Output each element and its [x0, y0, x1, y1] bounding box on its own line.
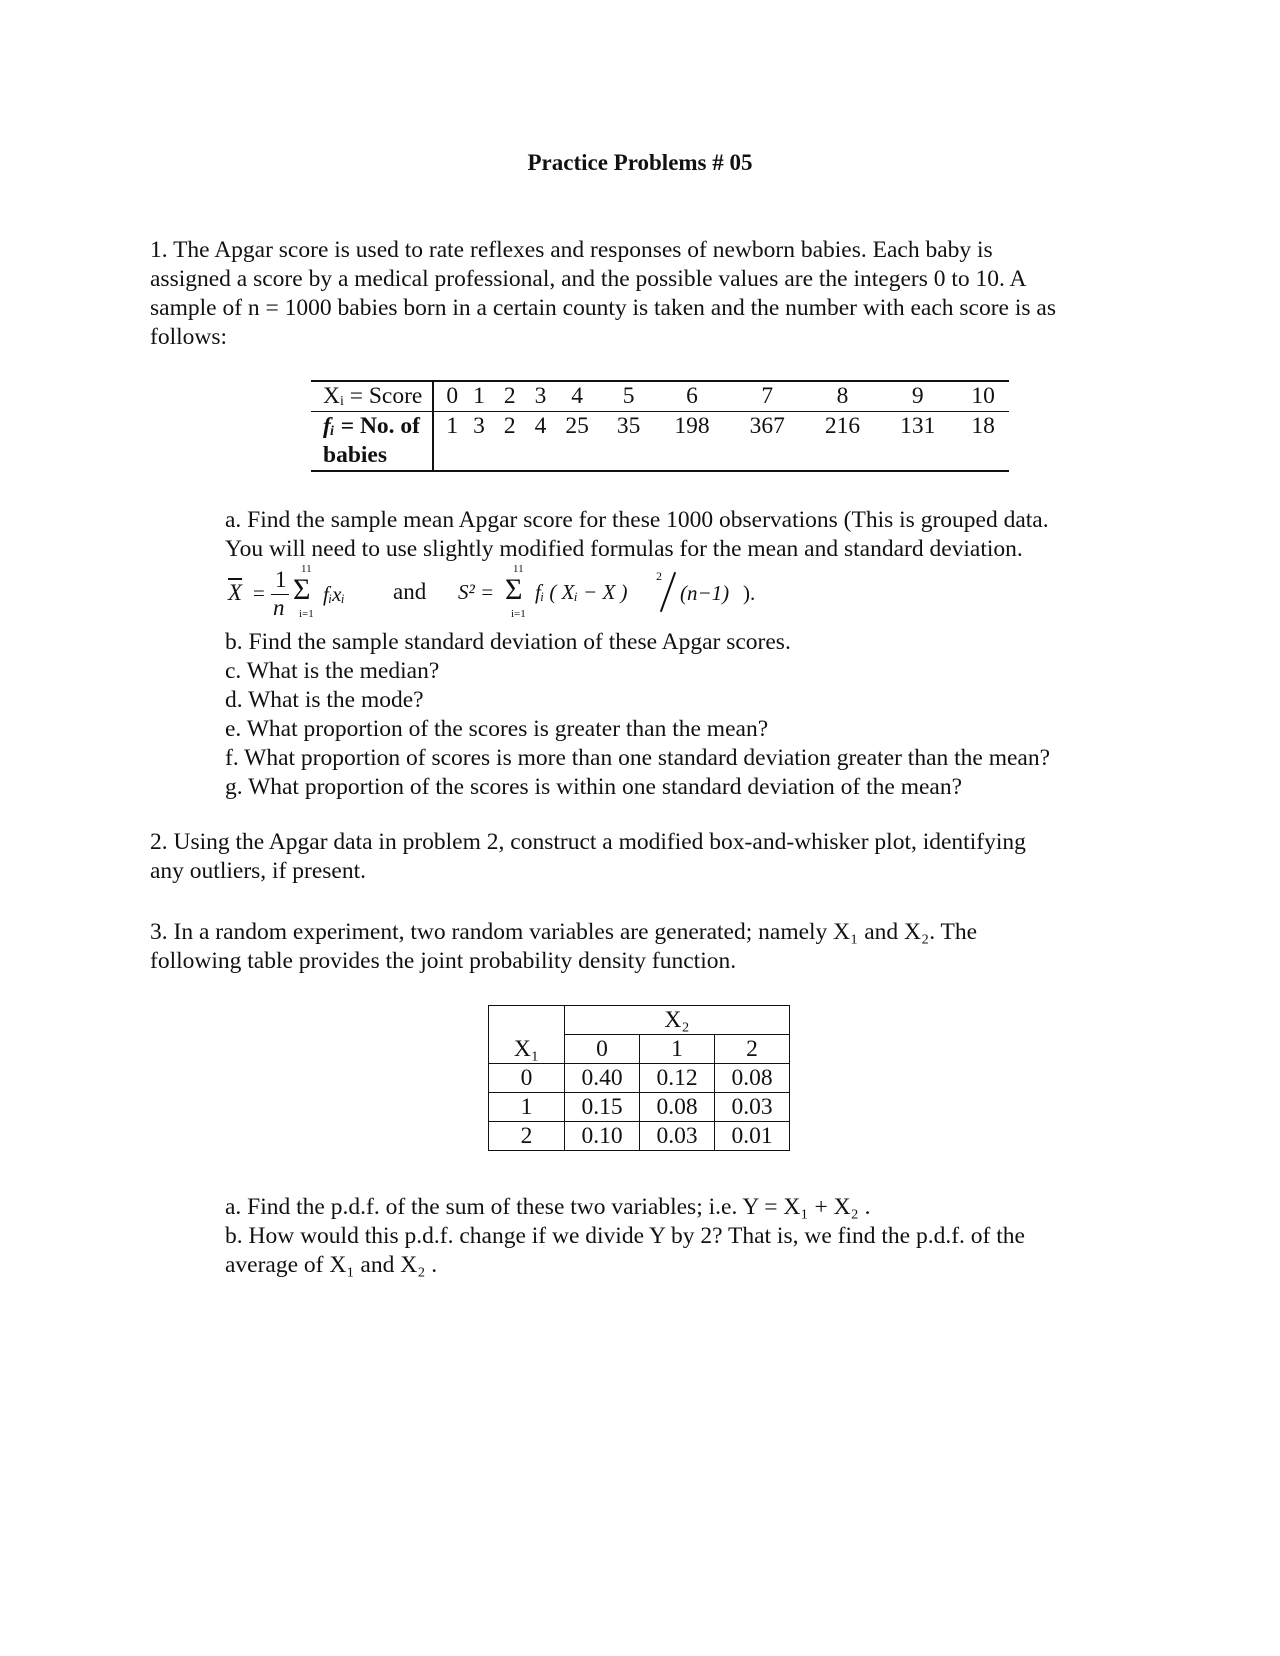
- table-cell: 1: [463, 381, 490, 412]
- count-row-label: [311, 412, 433, 472]
- table-cell: 0.03: [715, 1093, 790, 1122]
- table-cell: 367: [749, 413, 785, 439]
- table-row: [489, 1035, 790, 1064]
- table-cell: 6: [654, 381, 729, 412]
- table-cell: 0.10: [565, 1122, 640, 1151]
- equals-sign: =: [253, 581, 265, 605]
- text-line: a. Find the sample mean Apgar score for these 1000 observations (This is grouped data.: [225, 507, 1049, 533]
- table-cell: 0.03: [640, 1122, 715, 1151]
- table-cell: 0.01: [715, 1122, 790, 1151]
- table-cell: 9: [880, 381, 955, 412]
- table-cell: 2: [490, 381, 521, 412]
- text-line: 2. Using the Apgar data in problem 2, construct a modified box-and-whisker plot, identifying: [150, 829, 1026, 855]
- table-cell: 5: [603, 381, 655, 412]
- sum-lower-limit: i=1: [511, 608, 526, 620]
- table-cell: 131: [900, 413, 936, 439]
- problem-3-parts: [225, 1193, 1125, 1280]
- mean-variance-formula: [225, 563, 925, 633]
- table-cell: 4: [551, 381, 603, 412]
- page-title: Practice Problems # 05: [527, 150, 753, 175]
- x1-header: X₁: [489, 1035, 565, 1064]
- problem-1-parts: [225, 628, 1125, 802]
- problem-2-text: [150, 828, 1130, 886]
- apgar-frequency-table: [311, 380, 1009, 472]
- table-cell: 0.12: [640, 1064, 715, 1093]
- table-cell: 0.08: [715, 1064, 790, 1093]
- sigma-symbol: Σ: [505, 573, 523, 606]
- sum-upper-limit: 11: [301, 563, 312, 575]
- text-line: any outliers, if present.: [150, 858, 367, 884]
- table-cell: 0: [565, 1035, 640, 1064]
- table-cell: 3: [521, 381, 552, 412]
- table-row: [489, 1006, 790, 1035]
- text-line: 1. The Apgar score is used to rate reflexes and responses of newborn babies. Each baby is: [150, 237, 993, 263]
- text-line: d. What is the mode?: [225, 687, 424, 713]
- sigma-symbol: Σ: [293, 573, 311, 606]
- table-cell: 0.15: [565, 1093, 640, 1122]
- text-line: e. What proportion of the scores is greater than the mean?: [225, 716, 769, 742]
- text-line: assigned a score by a medical professional, and the possible values are the integers 0 to 10. A: [150, 266, 1027, 292]
- sum-upper-limit: 11: [513, 563, 524, 575]
- joint-pdf-table: [488, 1005, 790, 1151]
- problem-3-text: [150, 918, 1130, 976]
- text-line: average of X₁ and X₂ .: [225, 1252, 438, 1278]
- table-cell: 198: [674, 413, 710, 439]
- table-cell: 7: [730, 381, 805, 412]
- x2-header: X₂: [565, 1006, 790, 1035]
- text-line: sample of n = 1000 babies born in a certain county is taken and the number with each score is as: [150, 295, 1056, 321]
- table-cell: 1: [489, 1093, 565, 1122]
- table-row: [311, 412, 1009, 472]
- text-line: b. How would this p.d.f. change if we divide Y by 2? That is, we find the p.d.f. of the: [225, 1223, 1025, 1249]
- table-row: [489, 1122, 790, 1151]
- score-row-label: Xᵢ = Score: [311, 381, 433, 412]
- table-cell: [489, 1006, 565, 1035]
- table-cell: 2: [489, 1122, 565, 1151]
- n-minus-one: (n−1): [680, 581, 730, 605]
- text-line: follows:: [150, 324, 228, 350]
- formula-closing: ).: [743, 581, 756, 605]
- text-line: following table provides the joint probability density function.: [150, 948, 737, 974]
- table-cell: 25: [565, 413, 589, 439]
- text-line: b. Find the sample standard deviation of these Apgar scores.: [225, 629, 791, 655]
- label-part: fᵢ: [323, 413, 335, 439]
- table-cell: 3: [473, 413, 485, 439]
- table-cell: 8: [805, 381, 880, 412]
- problem-1-text: [150, 236, 1130, 352]
- table-cell: 35: [616, 413, 641, 439]
- label-part: = No. of: [334, 413, 420, 439]
- table-cell: 2: [503, 413, 516, 439]
- table-cell: 0.08: [640, 1093, 715, 1122]
- table-cell: 0.40: [565, 1064, 640, 1093]
- text-line: 3. In a random experiment, two random variables are generated; namely X₁ and X₂. The: [150, 919, 978, 945]
- table-cell: 2: [715, 1035, 790, 1064]
- table-cell: 18: [971, 413, 995, 439]
- table-cell: 10: [955, 381, 1009, 412]
- table-cell: 1: [640, 1035, 715, 1064]
- denominator-n: n: [273, 595, 285, 620]
- text-line: c. What is the median?: [225, 658, 440, 684]
- numerator-one: 1: [275, 567, 287, 592]
- sum-lower-limit: i=1: [299, 608, 314, 620]
- and-word: and: [393, 579, 427, 604]
- table-cell: 1: [446, 413, 459, 439]
- term-squared-deviation: fᵢ ( Xᵢ − X ): [535, 580, 628, 604]
- table-cell: 0: [489, 1064, 565, 1093]
- table-row: [489, 1093, 790, 1122]
- text-line: You will need to use slightly modified formulas for the mean and standard deviation.: [225, 536, 1023, 562]
- text-line: a. Find the p.d.f. of the sum of these two variables; i.e. Y = X₁ + X₂ .: [225, 1194, 871, 1220]
- label-part: babies: [323, 442, 387, 468]
- table-row: [489, 1064, 790, 1093]
- exponent-two: 2: [656, 569, 662, 583]
- term-fixi: fᵢxᵢ: [323, 582, 345, 606]
- table-cell: 0: [433, 381, 463, 412]
- text-line: g. What proportion of the scores is within one standard deviation of the mean?: [225, 774, 963, 800]
- problem-1-part-a: [225, 506, 1125, 564]
- table-cell: 4: [534, 413, 547, 439]
- s-squared-label: S² =: [458, 580, 495, 604]
- xbar-symbol: $\overline{X}$: [228, 580, 243, 605]
- table-row: [311, 381, 1009, 412]
- table-cell: 216: [824, 413, 861, 439]
- text-line: f. What proportion of scores is more than one standard deviation greater than the mean?: [225, 745, 1051, 771]
- division-slash: [660, 572, 676, 612]
